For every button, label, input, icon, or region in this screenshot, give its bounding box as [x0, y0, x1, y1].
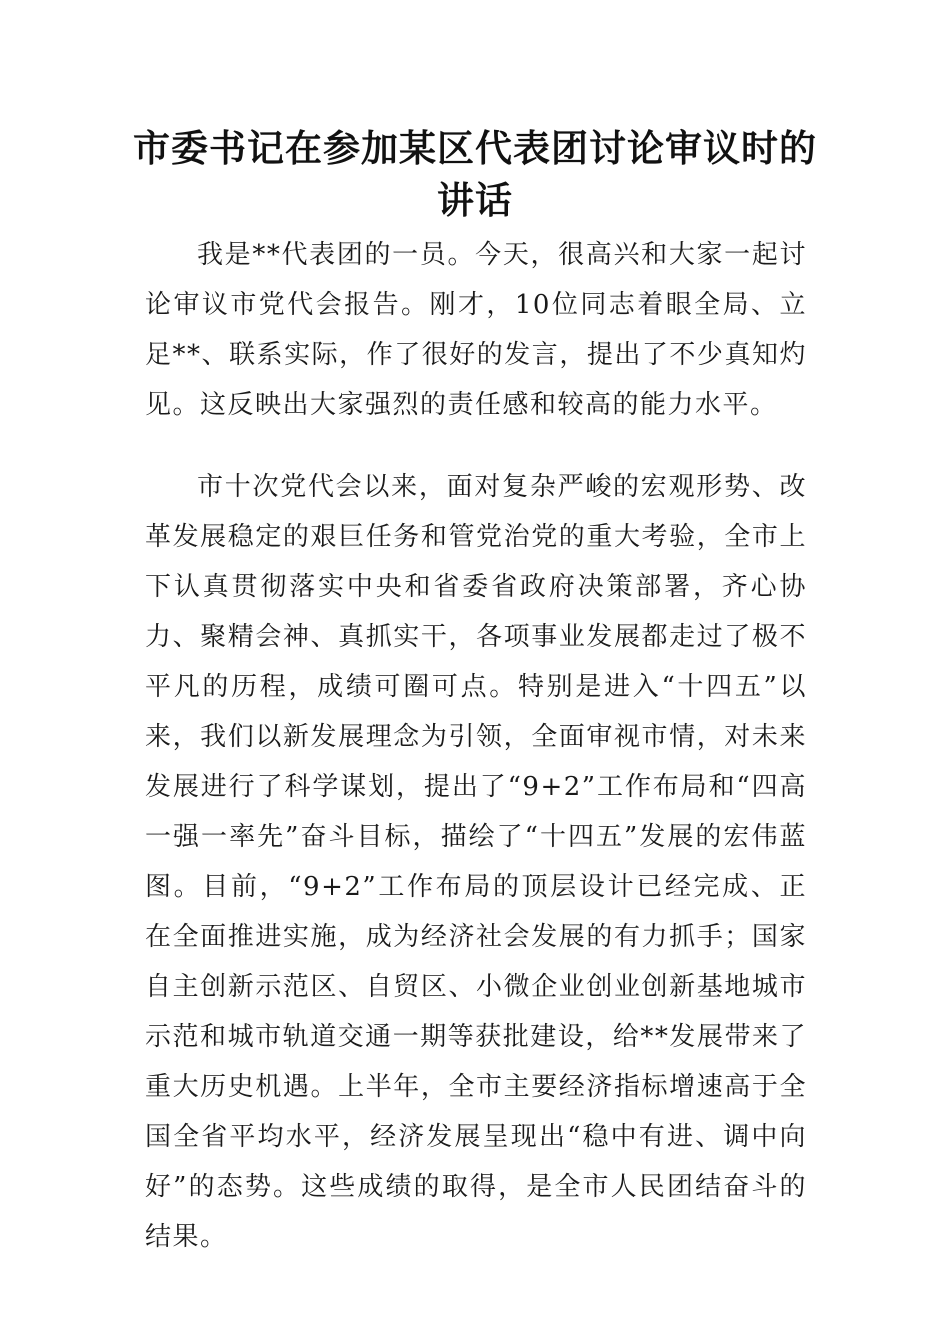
paragraph-intro: 我是**代表团的一员。今天，很高兴和大家一起讨论审议市党代会报告。刚才，10位同志着眼全局、立足**、联系实际，作了很好的发言，提出了不少真知灼见。这反映出大家强烈的责任感和较高的能力水平。 [145, 240, 807, 420]
page-title: 市委书记在参加某区代表团讨论审议时的讲话 [133, 126, 817, 222]
paragraph-achievements: 市十次党代会以来，面对复杂严峻的宏观形势、改革发展稳定的艰巨任务和管党治党的重大考验，全市上下认真贯彻落实中央和省委省政府决策部署，齐心协力、聚精会神、真抓实干，各项事业发展都走过了极不平凡的历程，成绩可圈可点。特别是进入“十四五”以来，我们以新发展理念为引领，全面审视市情，对未来发展进行了科学谋划，提出了“9+2”工作布局和“四高一强一率先”奋斗目标，描绘了“十四五”发展的宏伟蓝图。目前，“9+2”工作布局的顶层设计已经完成、正在全面推进实施，成为经济社会发展的有力抓手；国家自主创新示范区、自贸区、小微企业创业创新基地城市示范和城市轨道交通一期等获批建设，给**发展带来了重大历史机遇。上半年，全市主要经济指标增速高于全国全省平均水平，经济发展呈现出“稳中有进、调中向好”的态势。这些成绩的取得，是全市人民团结奋斗的结果。 [145, 472, 807, 1252]
